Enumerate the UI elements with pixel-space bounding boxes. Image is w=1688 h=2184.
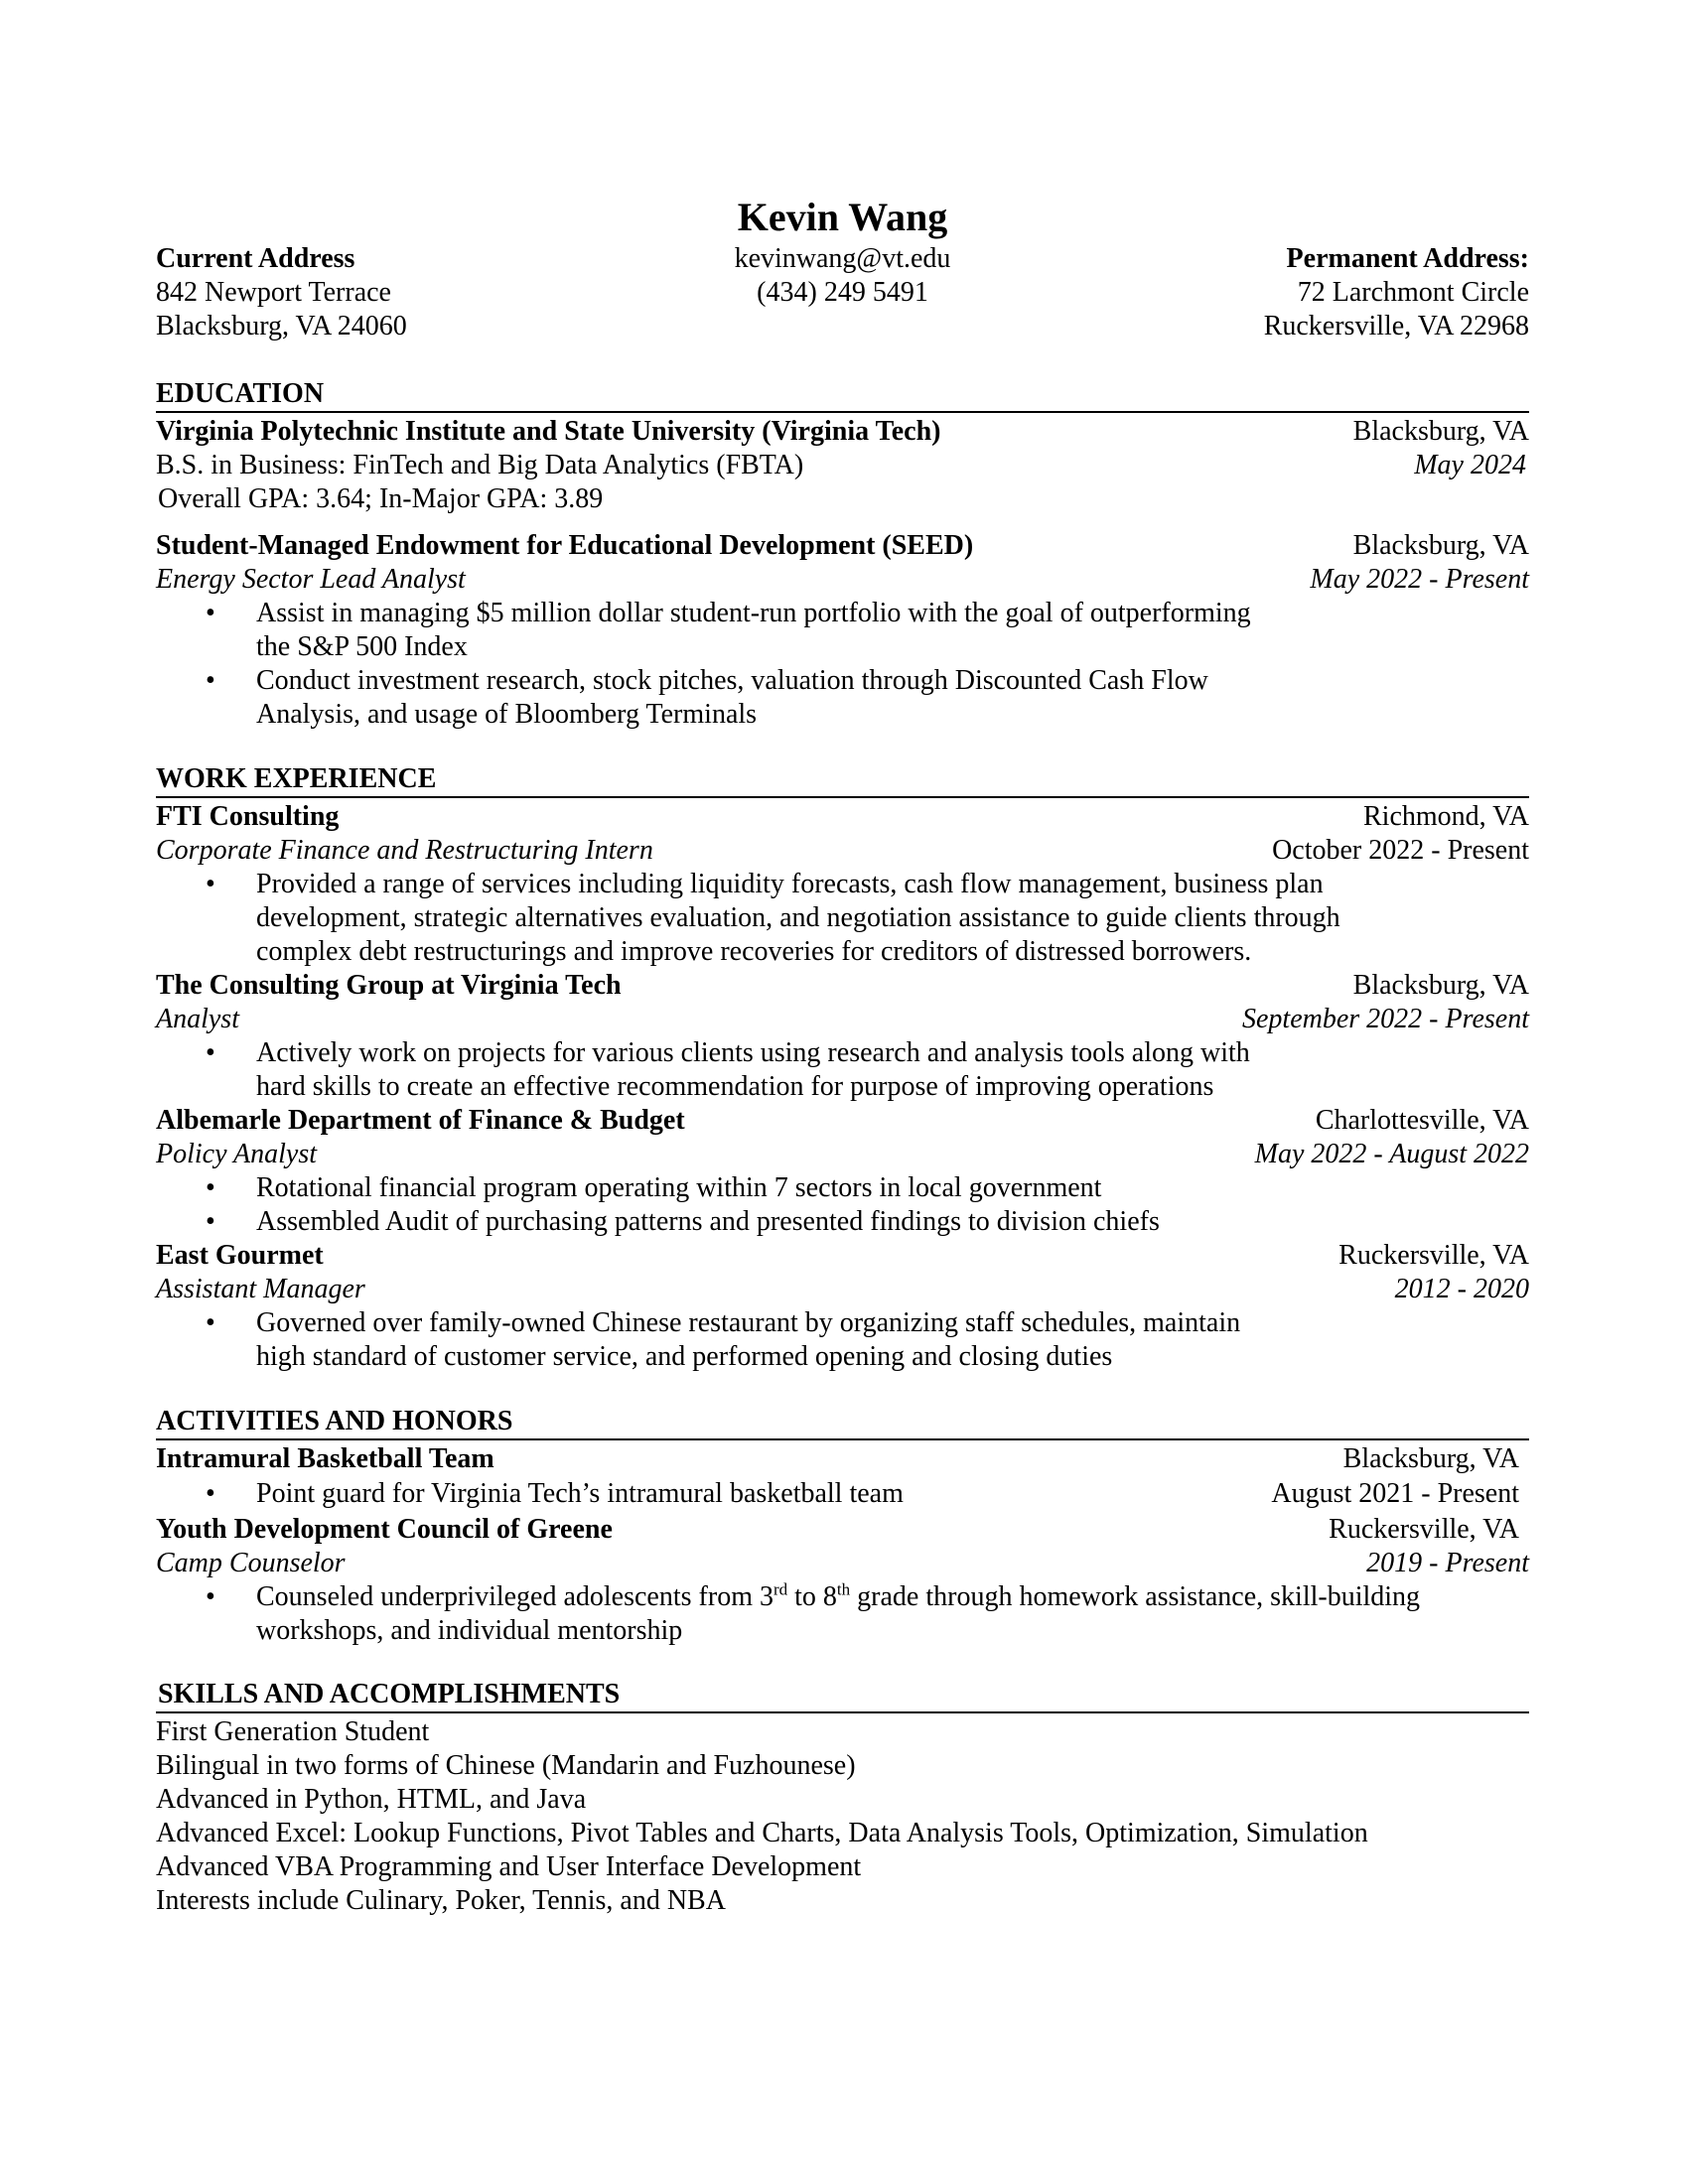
bullet-text: Assist in managing $5 million dollar student-run portfolio with the goal of outperforming the S&P 500 Index <box>256 598 1251 662</box>
company-name: Albemarle Department of Finance & Budget <box>156 1105 685 1136</box>
school-location: Blacksburg, VA <box>1352 416 1529 447</box>
skill-text: Interests include Culinary, Poker, Tennis, and NBA <box>156 1885 726 1916</box>
job-role: Corporate Finance and Restructuring Intern <box>156 835 653 866</box>
activity-location: Ruckersville, VA <box>1329 1514 1519 1545</box>
bullet-icon: • <box>206 665 215 696</box>
divider <box>156 1711 1529 1713</box>
bullet-icon: • <box>206 1581 215 1612</box>
skill-text: Advanced Excel: Lookup Functions, Pivot Tables and Charts, Data Analysis Tools, Optimization, Simulation <box>156 1818 1368 1848</box>
list-item <box>156 1205 1529 1239</box>
org-name: Student-Managed Endowment for Educational Development (SEED) <box>156 530 974 561</box>
gpa-row <box>156 482 1529 516</box>
bullet-text: Governed over family-owned Chinese restaurant by organizing staff schedules, maintain high standard of customer service, and performed opening and closing duties <box>256 1307 1241 1372</box>
activity-role-row <box>156 1547 1529 1580</box>
permanent-address-label: Permanent Address: <box>1286 243 1529 274</box>
activity-header-row <box>156 1442 1529 1476</box>
job-role-row <box>156 1003 1529 1036</box>
bullet-text: Counseled underprivileged adolescents from 3rd to 8th grade through homework assistance, skill-building workshops, and individual mentorship <box>256 1579 1421 1646</box>
activity-date: August 2021 - Present <box>1271 1478 1519 1509</box>
bullet-text: Provided a range of services including liquidity forecasts, cash flow management, business plan development, strategic alternatives evaluation, and negotiation assistance to guide clients through complex debt restructurings and improve recoveries for creditors of distressed borrowers. <box>256 869 1340 967</box>
list-item <box>156 1477 1529 1511</box>
job-date: October 2022 - Present <box>1272 835 1529 866</box>
job-header-row <box>156 1104 1529 1138</box>
list-item <box>156 1171 1529 1205</box>
divider <box>156 796 1529 798</box>
divider <box>156 1438 1529 1440</box>
activity-role: Camp Counselor <box>156 1548 346 1578</box>
degree-date: May 2024 <box>1414 450 1526 480</box>
bullet-icon: • <box>206 869 215 899</box>
skill-item <box>156 1817 1529 1850</box>
activity-header-row <box>156 1513 1529 1547</box>
skill-text: Advanced VBA Programming and User Interface Development <box>156 1851 862 1882</box>
job-location: Ruckersville, VA <box>1338 1240 1529 1271</box>
activity-date: 2019 - Present <box>1366 1548 1529 1578</box>
list-item <box>156 868 1529 969</box>
job-role-row <box>156 834 1529 868</box>
org-location: Blacksburg, VA <box>1352 530 1529 561</box>
bullet-icon: • <box>206 1172 215 1203</box>
job-header-row <box>156 969 1529 1003</box>
bullet-icon: • <box>206 1478 215 1509</box>
list-item <box>156 1306 1529 1374</box>
job-role-row <box>156 1273 1529 1306</box>
contact-row-2 <box>156 276 1529 310</box>
job-role: Policy Analyst <box>156 1139 317 1169</box>
bullet-icon: • <box>206 1307 215 1338</box>
bullet-icon: • <box>206 598 215 628</box>
list-item <box>156 597 1529 664</box>
current-address-label: Current Address <box>156 243 355 274</box>
contact-row-1 <box>156 242 1529 276</box>
permanent-address-line1: 72 Larchmont Circle <box>1297 277 1529 308</box>
skill-item <box>156 1715 1529 1749</box>
skill-text: Bilingual in two forms of Chinese (Mandarin and Fuzhounese) <box>156 1750 856 1781</box>
org-date: May 2022 - Present <box>1310 564 1529 595</box>
activity-name: Youth Development Council of Greene <box>156 1514 613 1545</box>
skill-text: Advanced in Python, HTML, and Java <box>156 1784 587 1815</box>
list-item <box>156 664 1529 732</box>
current-address-line2: Blacksburg, VA 24060 <box>156 311 407 341</box>
section-heading-work: WORK EXPERIENCE <box>156 763 437 794</box>
job-role: Assistant Manager <box>156 1274 365 1304</box>
candidate-name: Kevin Wang <box>737 195 948 239</box>
skill-item <box>156 1884 1529 1918</box>
list-item <box>156 1036 1529 1104</box>
contact-row-3 <box>156 310 1529 343</box>
current-address-line1: 842 Newport Terrace <box>156 277 391 308</box>
job-location: Blacksburg, VA <box>1352 970 1529 1001</box>
job-header-row <box>156 1239 1529 1273</box>
activity-name: Intramural Basketball Team <box>156 1443 494 1474</box>
org-role: Energy Sector Lead Analyst <box>156 564 466 595</box>
bullet-text: Conduct investment research, stock pitches, valuation through Discounted Cash Flow Analysis, and usage of Bloomberg Terminals <box>256 665 1208 730</box>
skill-item <box>156 1850 1529 1884</box>
job-date: 2012 - 2020 <box>1394 1274 1529 1304</box>
permanent-address-line2: Ruckersville, VA 22968 <box>1263 311 1529 341</box>
job-header-row <box>156 800 1529 834</box>
company-name: FTI Consulting <box>156 801 340 832</box>
skill-item <box>156 1783 1529 1817</box>
job-location: Charlottesville, VA <box>1315 1105 1529 1136</box>
education-school-row <box>156 415 1529 449</box>
bullet-text: Assembled Audit of purchasing patterns and presented findings to division chiefs <box>256 1206 1160 1237</box>
job-location: Richmond, VA <box>1363 801 1529 832</box>
list-item <box>156 1580 1529 1648</box>
education-degree-row <box>156 449 1529 482</box>
bullet-text: Actively work on projects for various clients using research and analysis tools along with hard skills to create an effective recommendation for purpose of improving operations <box>256 1037 1250 1102</box>
section-heading-activities: ACTIVITIES AND HONORS <box>156 1406 513 1436</box>
activity-location: Blacksburg, VA <box>1342 1443 1519 1474</box>
phone: (434) 249 5491 <box>757 277 928 308</box>
job-role: Analyst <box>156 1004 239 1034</box>
skill-item <box>156 1749 1529 1783</box>
seed-role-row <box>156 563 1529 597</box>
section-heading-skills: SKILLS AND ACCOMPLISHMENTS <box>158 1679 621 1709</box>
degree: B.S. in Business: FinTech and Big Data Analytics (FBTA) <box>156 450 804 480</box>
bullet-text: Rotational financial program operating within 7 sectors in local government <box>256 1172 1102 1203</box>
skill-text: First Generation Student <box>156 1716 430 1747</box>
gpa: Overall GPA: 3.64; In-Major GPA: 3.89 <box>158 483 604 514</box>
school-name: Virginia Polytechnic Institute and State University (Virginia Tech) <box>156 416 941 447</box>
bullet-text: Point guard for Virginia Tech’s intramural basketball team <box>256 1478 904 1509</box>
section-heading-education: EDUCATION <box>156 378 325 409</box>
bullet-icon: • <box>206 1206 215 1237</box>
company-name: East Gourmet <box>156 1240 324 1271</box>
bullet-icon: • <box>206 1037 215 1068</box>
divider <box>156 411 1529 413</box>
job-date: September 2022 - Present <box>1242 1004 1529 1034</box>
company-name: The Consulting Group at Virginia Tech <box>156 970 622 1001</box>
seed-row <box>156 529 1529 563</box>
job-date: May 2022 - August 2022 <box>1254 1139 1529 1169</box>
job-role-row <box>156 1138 1529 1171</box>
email[interactable]: kevinwang@vt.edu <box>734 243 951 274</box>
